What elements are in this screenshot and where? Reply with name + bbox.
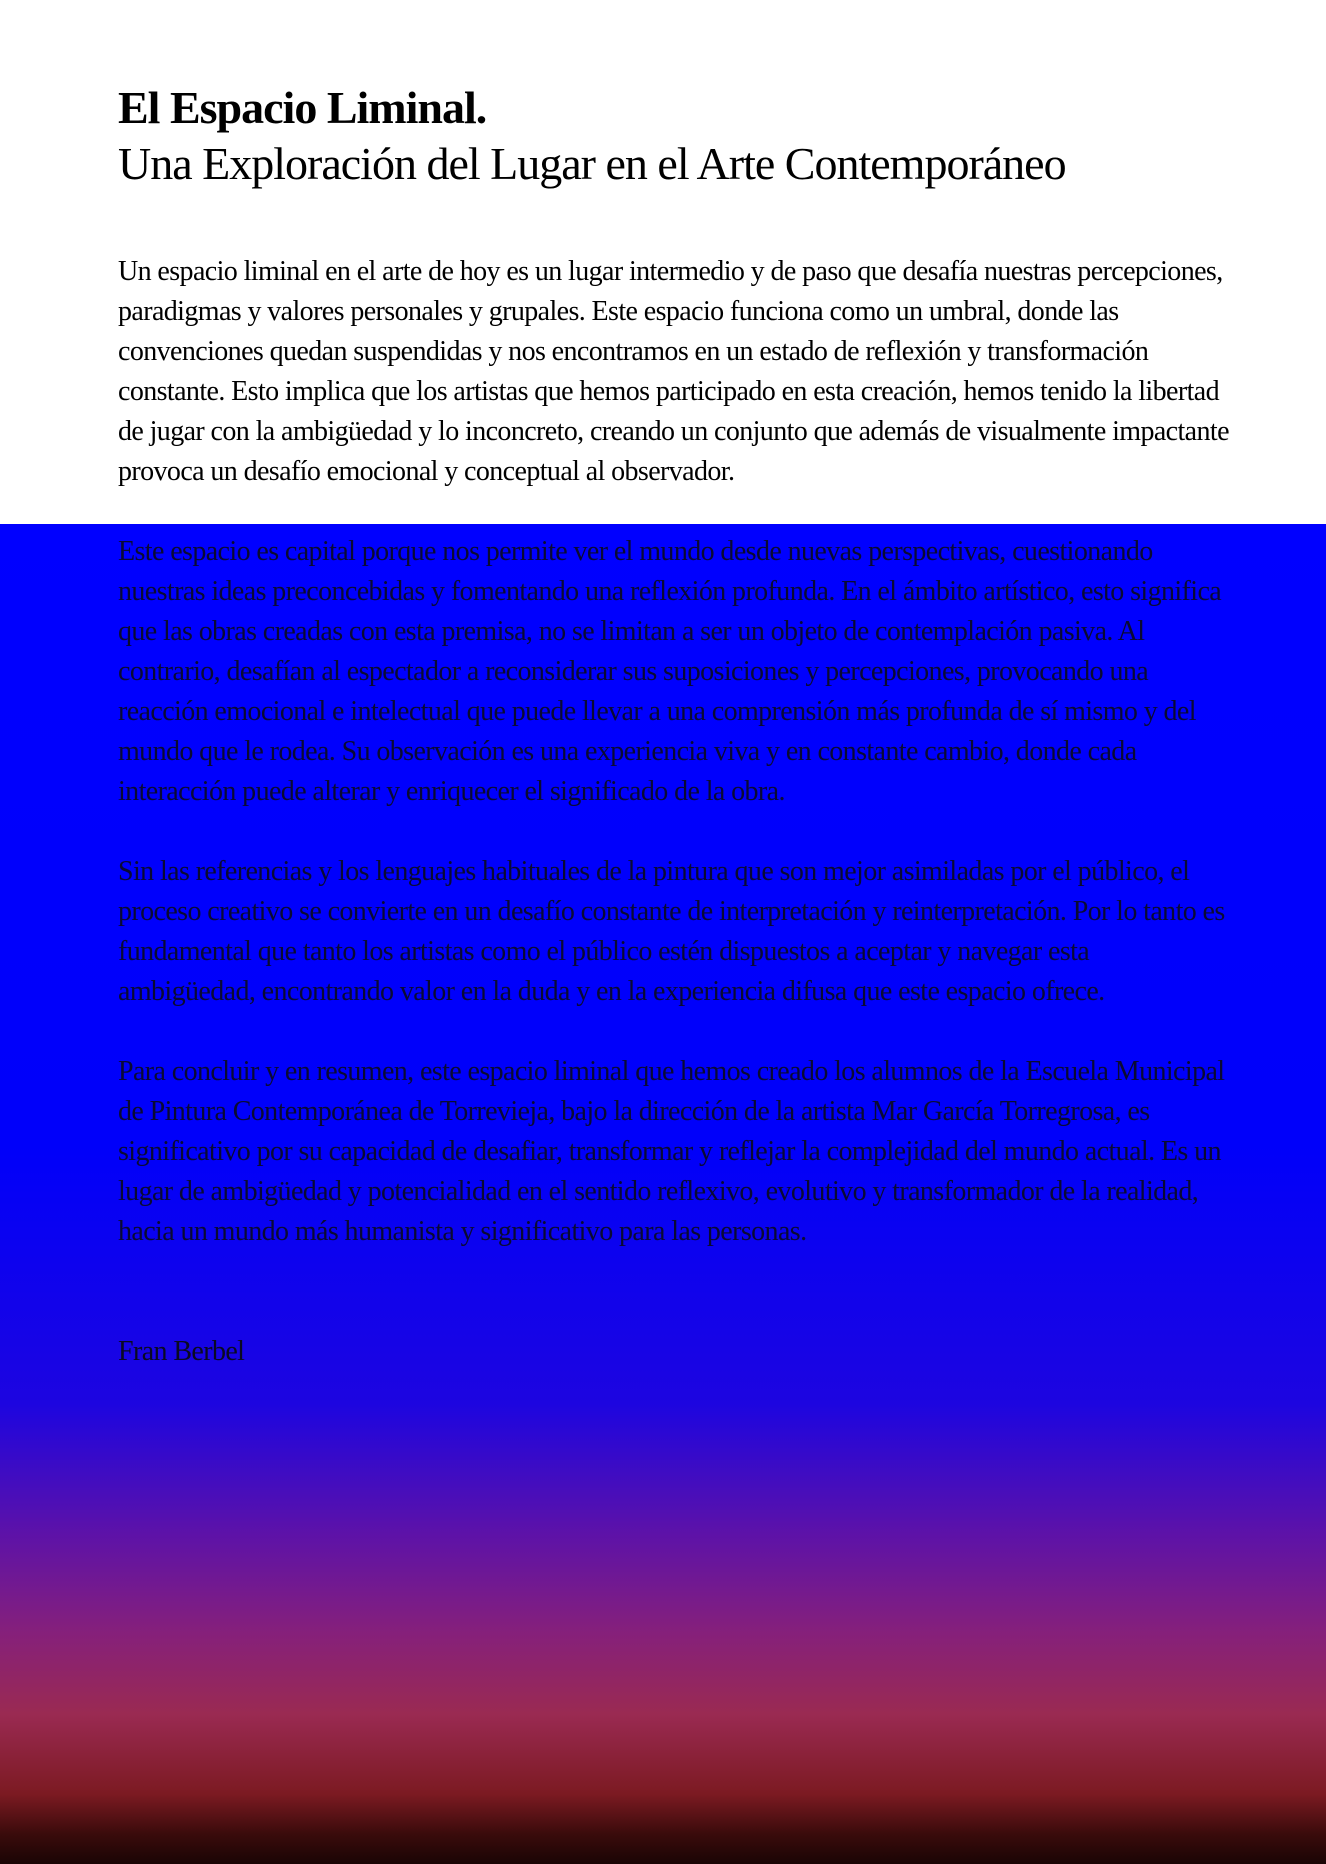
paragraph-2: Este espacio es capital porque nos permite ver el mundo desde nuevas perspectivas, cuestionando nuestras ideas preconcebidas y fomentando una reflexión profunda. En el ámbito artístico, esto significa que las obras creadas con esta premisa, no se limitan a ser un objeto de contemplación pasiva. Al contrario, desafían al espectador a reconsiderar sus suposiciones y percepciones, provocando una reacción emocional e intelectual que puede llevar a una comprensión más profunda de sí mismo y del mundo que le rodea. Su observación es una experiencia viva y en constante cambio, donde cada interacción puede alterar y enriquecer el significado de la obra. — [118, 536, 1222, 807]
paragraph-4: Para concluir y en resumen, este espacio liminal que hemos creado los alumnos de la Escuela Municipal de Pintura Contemporánea de Torrevieja, bajo la dirección de la artista Mar García Torregrosa, es significativo por su capacidad de desafiar, transformar y reflejar la complejidad del mundo actual. Es un lugar de ambigüedad y potencialidad en el sentido reflexivo, evolutivo y transformador de la realidad, hacia un mundo más humanista y significativo para las personas. — [118, 1056, 1225, 1247]
author-signature: Fran Berbel — [118, 1336, 245, 1367]
document-page — [118, 80, 1230, 1400]
document-subtitle: Una Exploración del Lugar en el Arte Contemporáneo — [118, 138, 1066, 189]
document-title: El Espacio Liminal. — [118, 82, 487, 133]
paragraph-3: Sin las referencias y los lenguajes habituales de la pintura que son mejor asimiladas por el público, el proceso creativo se convierte en un desafío constante de interpretación y reinterpretación. Por lo tanto es fundamental que tanto los artistas como el público estén dispuestos a aceptar y navegar esta ambigüedad, encontrando valor en la duda y en la experiencia difusa que este espacio ofrece. — [118, 856, 1225, 1007]
paragraph-1: Un espacio liminal en el arte de hoy es un lugar intermedio y de paso que desafía nuestras percepciones, paradigmas y valores personales y grupales. Este espacio funciona como un umbral, donde las convenciones quedan suspendidas y nos encontramos en un estado de reflexión y transformación constante. Esto implica que los artistas que hemos participado en esta creación, hemos tenido la libertad de jugar con la ambigüedad y lo inconcreto, creando un conjunto que además de visualmente impactante provoca un desafío emocional y conceptual al observador. — [118, 256, 1229, 487]
